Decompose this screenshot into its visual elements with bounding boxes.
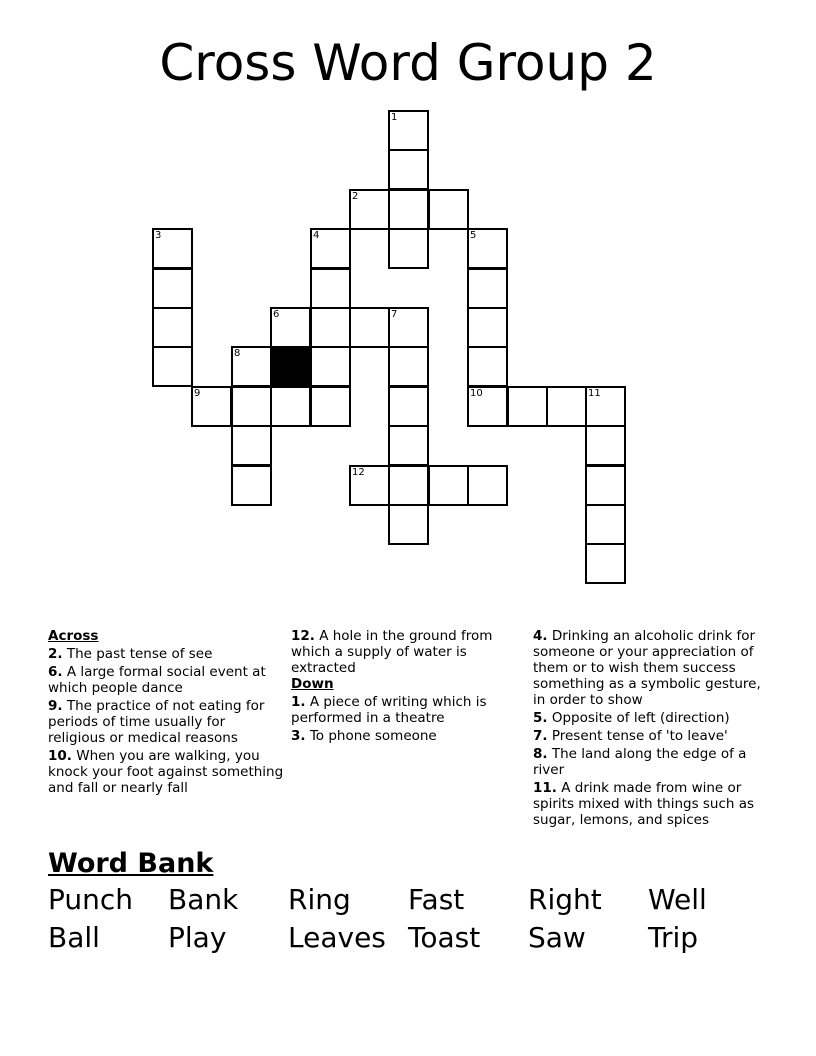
crossword-cell[interactable]	[310, 386, 351, 427]
crossword-cell[interactable]	[467, 228, 508, 269]
crossword-cell[interactable]	[467, 386, 508, 427]
clues-column-3	[533, 628, 769, 828]
word-bank-word: Toast	[408, 921, 481, 954]
crossword-cell[interactable]	[467, 465, 508, 506]
clue-text: When you are walking, you knock your foot against something and fall or nearly fall	[48, 748, 284, 796]
word-bank-word: Leaves	[288, 921, 386, 954]
crossword-cell[interactable]	[310, 228, 351, 269]
crossword-cell[interactable]	[507, 386, 548, 427]
clue-text: The past tense of see	[66, 646, 213, 662]
crossword-cell[interactable]	[270, 307, 311, 348]
clue-number: 11.	[533, 780, 557, 796]
crossword-cell[interactable]	[231, 386, 272, 427]
crossword-cell[interactable]	[388, 346, 429, 387]
clue-across-9	[48, 698, 284, 746]
clue-number: 12.	[291, 628, 315, 644]
word-bank-word: Play	[168, 921, 227, 954]
clue-text: The practice of not eating for periods of time usually for religious or medical reasons	[48, 698, 265, 746]
clue-down-11	[533, 780, 769, 828]
crossword-cell[interactable]	[231, 425, 272, 466]
clue-number: 6.	[48, 664, 63, 680]
clue-text: To phone someone	[309, 728, 437, 744]
crossword-cell[interactable]	[388, 307, 429, 348]
clue-text: A piece of writing which is performed in a theatre	[291, 694, 487, 726]
word-bank-word: Well	[648, 883, 707, 916]
crossword-cell[interactable]	[585, 543, 626, 584]
word-bank-word: Bank	[168, 883, 239, 916]
crossword-cell[interactable]	[152, 346, 193, 387]
cell-number: 12	[352, 467, 365, 478]
crossword-cell[interactable]	[388, 386, 429, 427]
word-bank-word: Fast	[408, 883, 465, 916]
crossword-cell[interactable]	[428, 189, 469, 230]
clue-number: 8.	[533, 746, 548, 762]
clue-text: Drinking an alcoholic drink for someone or your appreciation of them or to wish them success something as a symbolic gesture, in order to show	[533, 628, 761, 708]
crossword-cell[interactable]	[349, 465, 390, 506]
crossword-cell[interactable]	[585, 504, 626, 545]
crossword-cell[interactable]	[467, 307, 508, 348]
crossword-cell[interactable]	[388, 189, 429, 230]
cell-number: 6	[273, 309, 280, 320]
word-bank-word: Trip	[648, 921, 699, 954]
clue-down-1	[291, 694, 527, 726]
crossword-cell[interactable]	[152, 268, 193, 309]
crossword-cell[interactable]	[388, 465, 429, 506]
clue-text: Present tense of 'to leave'	[551, 728, 728, 744]
clue-down-7	[533, 728, 769, 744]
clue-down-8	[533, 746, 769, 778]
clue-down-5	[533, 710, 769, 726]
crossword-cell[interactable]	[310, 307, 351, 348]
clue-number: 1.	[291, 694, 306, 710]
crossword-cell[interactable]	[388, 228, 429, 269]
clue-across-6	[48, 664, 284, 696]
crossword-cell[interactable]	[585, 386, 626, 427]
clue-text: A drink made from wine or spirits mixed with things such as sugar, lemons, and spices	[533, 780, 755, 828]
crossword-cell[interactable]	[388, 149, 429, 190]
crossword-cell[interactable]	[231, 346, 272, 387]
clue-across-12	[291, 628, 527, 676]
clues-column-2	[291, 628, 527, 744]
clue-text: A hole in the ground from which a supply of water is extracted	[291, 628, 493, 676]
clue-number: 4.	[533, 628, 548, 644]
clue-across-2	[48, 646, 284, 662]
crossword-cell[interactable]	[349, 189, 390, 230]
cell-number: 1	[391, 112, 398, 123]
word-bank-title: Word Bank	[48, 848, 214, 879]
across-header: Across	[48, 628, 99, 644]
cell-number: 5	[470, 230, 477, 241]
crossword-cell[interactable]	[388, 110, 429, 151]
clue-number: 9.	[48, 698, 63, 714]
cell-number: 11	[588, 388, 601, 399]
cell-number: 2	[352, 191, 359, 202]
clues-column-1	[48, 628, 284, 796]
clue-number: 5.	[533, 710, 548, 726]
crossword-cell[interactable]	[310, 268, 351, 309]
cell-number: 4	[313, 230, 320, 241]
crossword-cell[interactable]	[428, 465, 469, 506]
crossword-cell[interactable]	[546, 386, 587, 427]
clue-down-3	[291, 728, 527, 744]
clue-text: A large formal social event at which people dance	[48, 664, 266, 696]
cell-number: 8	[234, 348, 241, 359]
cell-number: 7	[391, 309, 398, 320]
down-header: Down	[291, 676, 334, 692]
word-bank-word: Ring	[288, 883, 351, 916]
crossword-cell[interactable]	[467, 346, 508, 387]
clue-down-4	[533, 628, 769, 708]
crossword-cell[interactable]	[388, 504, 429, 545]
word-bank-word: Right	[528, 883, 602, 916]
crossword-cell[interactable]	[152, 228, 193, 269]
cell-number: 3	[155, 230, 162, 241]
crossword-cell[interactable]	[310, 346, 351, 387]
cell-number: 10	[470, 388, 483, 399]
clue-text: Opposite of left (direction)	[551, 710, 730, 726]
cell-number: 9	[194, 388, 201, 399]
crossword-cell[interactable]	[152, 307, 193, 348]
crossword-cell[interactable]	[388, 425, 429, 466]
clue-number: 7.	[533, 728, 548, 744]
crossword-cell[interactable]	[231, 465, 272, 506]
word-bank-word: Punch	[48, 883, 134, 916]
word-bank-word: Saw	[528, 921, 586, 954]
clue-number: 3.	[291, 728, 306, 744]
clue-number: 2.	[48, 646, 63, 662]
clue-number: 10.	[48, 748, 72, 764]
crossword-cell[interactable]	[585, 465, 626, 506]
word-bank-word: Ball	[48, 921, 100, 954]
crossword-cell[interactable]	[191, 386, 232, 427]
crossword-cell[interactable]	[585, 425, 626, 466]
clue-text: The land along the edge of a river	[533, 746, 747, 778]
crossword-cell[interactable]	[270, 386, 311, 427]
crossword-cell[interactable]	[467, 268, 508, 309]
clue-across-10	[48, 748, 284, 796]
crossword-cell[interactable]	[349, 307, 390, 348]
crossword-block	[270, 346, 311, 387]
page-title: Cross Word Group 2	[159, 34, 657, 92]
